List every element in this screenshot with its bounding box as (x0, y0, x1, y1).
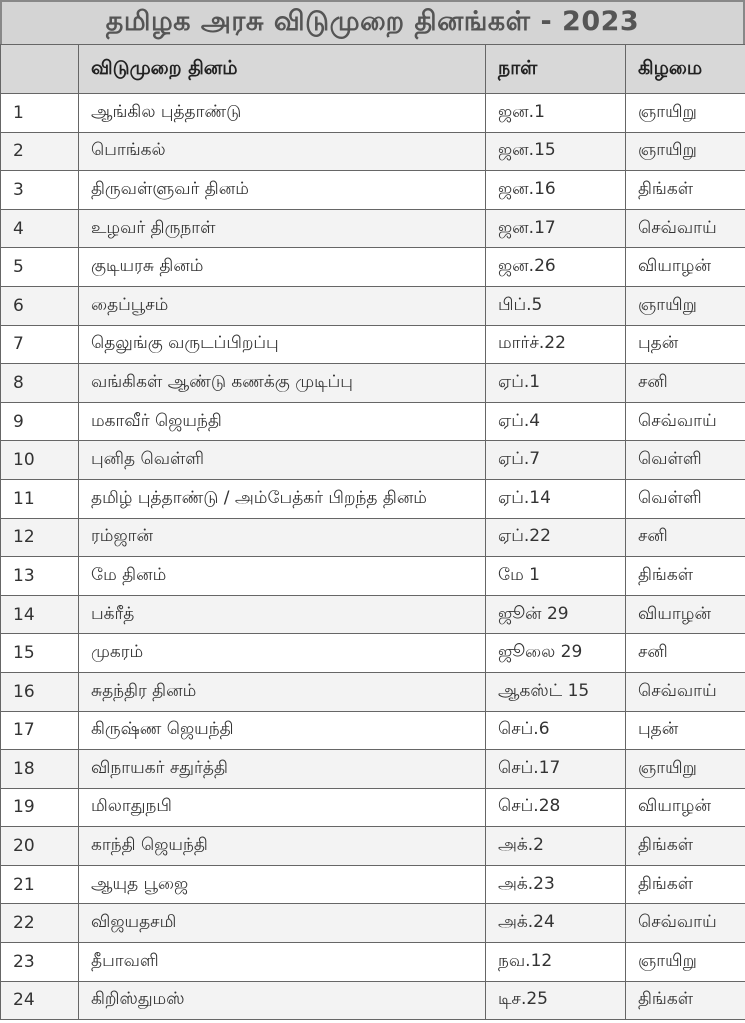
holiday-name: கிறிஸ்துமஸ் (79, 981, 486, 1020)
row-number: 8 (1, 364, 79, 403)
row-number: 6 (1, 286, 79, 325)
row-number: 5 (1, 248, 79, 287)
header-number (1, 45, 79, 94)
holiday-weekday: சனி (626, 634, 745, 673)
holiday-date: ஏப்.14 (486, 479, 626, 518)
holiday-weekday: ஞாயிறு (626, 750, 745, 789)
holiday-weekday: ஞாயிறு (626, 132, 745, 171)
holiday-weekday: வியாழன் (626, 788, 745, 827)
table-row (1, 750, 745, 789)
holiday-name: முகரம் (79, 634, 486, 673)
table-row (1, 943, 745, 982)
holiday-date: ஏப்.1 (486, 364, 626, 403)
holiday-name: திருவள்ளுவர் தினம் (79, 171, 486, 210)
table-row (1, 634, 745, 673)
holiday-weekday: வெள்ளி (626, 441, 745, 480)
table-row (1, 827, 745, 866)
row-number: 16 (1, 672, 79, 711)
holiday-weekday: திங்கள் (626, 865, 745, 904)
holiday-date: ஜூலை 29 (486, 634, 626, 673)
holiday-name: தைப்பூசம் (79, 286, 486, 325)
page-title: தமிழக அரசு விடுமுறை தினங்கள் - 2023 (0, 0, 745, 44)
row-number: 22 (1, 904, 79, 943)
holiday-date: நவ.12 (486, 943, 626, 982)
table-row (1, 286, 745, 325)
table-row (1, 402, 745, 441)
table-row (1, 865, 745, 904)
row-number: 2 (1, 132, 79, 171)
table-row (1, 557, 745, 596)
holiday-date: செப்.6 (486, 711, 626, 750)
holiday-date: ஜன.26 (486, 248, 626, 287)
table-row (1, 441, 745, 480)
holiday-weekday: திங்கள் (626, 981, 745, 1020)
row-number: 10 (1, 441, 79, 480)
row-number: 4 (1, 209, 79, 248)
table-row (1, 94, 745, 133)
table-row (1, 209, 745, 248)
holiday-date: மே 1 (486, 557, 626, 596)
table-row (1, 711, 745, 750)
holiday-date: அக்.2 (486, 827, 626, 866)
row-number: 15 (1, 634, 79, 673)
row-number: 1 (1, 94, 79, 133)
table-row (1, 171, 745, 210)
holiday-name: ஆயுத பூஜை (79, 865, 486, 904)
holiday-name: ஆங்கில புத்தாண்டு (79, 94, 486, 133)
table-row (1, 248, 745, 287)
row-number: 23 (1, 943, 79, 982)
holiday-date: அக்.24 (486, 904, 626, 943)
table-row (1, 672, 745, 711)
holiday-weekday: புதன் (626, 325, 745, 364)
holiday-date: பிப்.5 (486, 286, 626, 325)
holiday-name: தீபாவளி (79, 943, 486, 982)
holiday-name: மே தினம் (79, 557, 486, 596)
holiday-weekday: ஞாயிறு (626, 286, 745, 325)
row-number: 13 (1, 557, 79, 596)
holiday-name: தெலுங்கு வருடப்பிறப்பு (79, 325, 486, 364)
holiday-name: ரம்ஜான் (79, 518, 486, 557)
holiday-date: செப்.28 (486, 788, 626, 827)
table-row (1, 788, 745, 827)
holiday-name: கிருஷ்ண ஜெயந்தி (79, 711, 486, 750)
holiday-weekday: சனி (626, 364, 745, 403)
row-number: 18 (1, 750, 79, 789)
holiday-weekday: திங்கள் (626, 827, 745, 866)
holiday-weekday: புதன் (626, 711, 745, 750)
holiday-name: மிலாதுநபி (79, 788, 486, 827)
holiday-date: ஏப்.7 (486, 441, 626, 480)
table-row (1, 132, 745, 171)
row-number: 24 (1, 981, 79, 1020)
holiday-name: விநாயகர் சதுர்த்தி (79, 750, 486, 789)
holiday-date: அக்.23 (486, 865, 626, 904)
table-row (1, 595, 745, 634)
holiday-weekday: ஞாயிறு (626, 943, 745, 982)
holiday-weekday: செவ்வாய் (626, 672, 745, 711)
holiday-date: ஏப்.4 (486, 402, 626, 441)
header-date: நாள் (486, 45, 626, 94)
holiday-date: டிச.25 (486, 981, 626, 1020)
holiday-name: காந்தி ஜெயந்தி (79, 827, 486, 866)
holiday-name: பக்ரீத் (79, 595, 486, 634)
holiday-date: செப்.17 (486, 750, 626, 789)
table-row (1, 479, 745, 518)
header-day: கிழமை (626, 45, 745, 94)
holiday-name: சுதந்திர தினம் (79, 672, 486, 711)
row-number: 21 (1, 865, 79, 904)
holiday-table (0, 44, 745, 1020)
holiday-weekday: வெள்ளி (626, 479, 745, 518)
holiday-weekday: சனி (626, 518, 745, 557)
holiday-weekday: செவ்வாய் (626, 904, 745, 943)
holiday-date: ஜன.16 (486, 171, 626, 210)
holiday-name: மகாவீர் ஜெயந்தி (79, 402, 486, 441)
holiday-name: வங்கிகள் ஆண்டு கணக்கு முடிப்பு (79, 364, 486, 403)
table-row (1, 904, 745, 943)
holiday-weekday: திங்கள் (626, 557, 745, 596)
holiday-name: தமிழ் புத்தாண்டு / அம்பேத்கர் பிறந்த தினம் (79, 479, 486, 518)
table-header-row (1, 45, 745, 94)
holiday-weekday: வியாழன் (626, 595, 745, 634)
row-number: 3 (1, 171, 79, 210)
holiday-date: மார்ச்.22 (486, 325, 626, 364)
row-number: 17 (1, 711, 79, 750)
holiday-name: விஜயதசமி (79, 904, 486, 943)
holiday-name: புனித வெள்ளி (79, 441, 486, 480)
row-number: 7 (1, 325, 79, 364)
row-number: 12 (1, 518, 79, 557)
holiday-date: ஜன.17 (486, 209, 626, 248)
table-row (1, 325, 745, 364)
table-row (1, 981, 745, 1020)
holiday-date: ஏப்.22 (486, 518, 626, 557)
holiday-weekday: வியாழன் (626, 248, 745, 287)
table-row (1, 518, 745, 557)
holiday-weekday: செவ்வாய் (626, 209, 745, 248)
holiday-date: ஆகஸ்ட் 15 (486, 672, 626, 711)
holiday-weekday: செவ்வாய் (626, 402, 745, 441)
holiday-weekday: திங்கள் (626, 171, 745, 210)
holiday-name: உழவர் திருநாள் (79, 209, 486, 248)
row-number: 14 (1, 595, 79, 634)
header-holiday: விடுமுறை தினம் (79, 45, 486, 94)
row-number: 20 (1, 827, 79, 866)
table-row (1, 364, 745, 403)
holiday-name: பொங்கல் (79, 132, 486, 171)
holiday-date: ஜன.1 (486, 94, 626, 133)
row-number: 11 (1, 479, 79, 518)
holiday-date: ஜன.15 (486, 132, 626, 171)
holiday-weekday: ஞாயிறு (626, 94, 745, 133)
row-number: 9 (1, 402, 79, 441)
holiday-date: ஜூன் 29 (486, 595, 626, 634)
holiday-name: குடியரசு தினம் (79, 248, 486, 287)
row-number: 19 (1, 788, 79, 827)
